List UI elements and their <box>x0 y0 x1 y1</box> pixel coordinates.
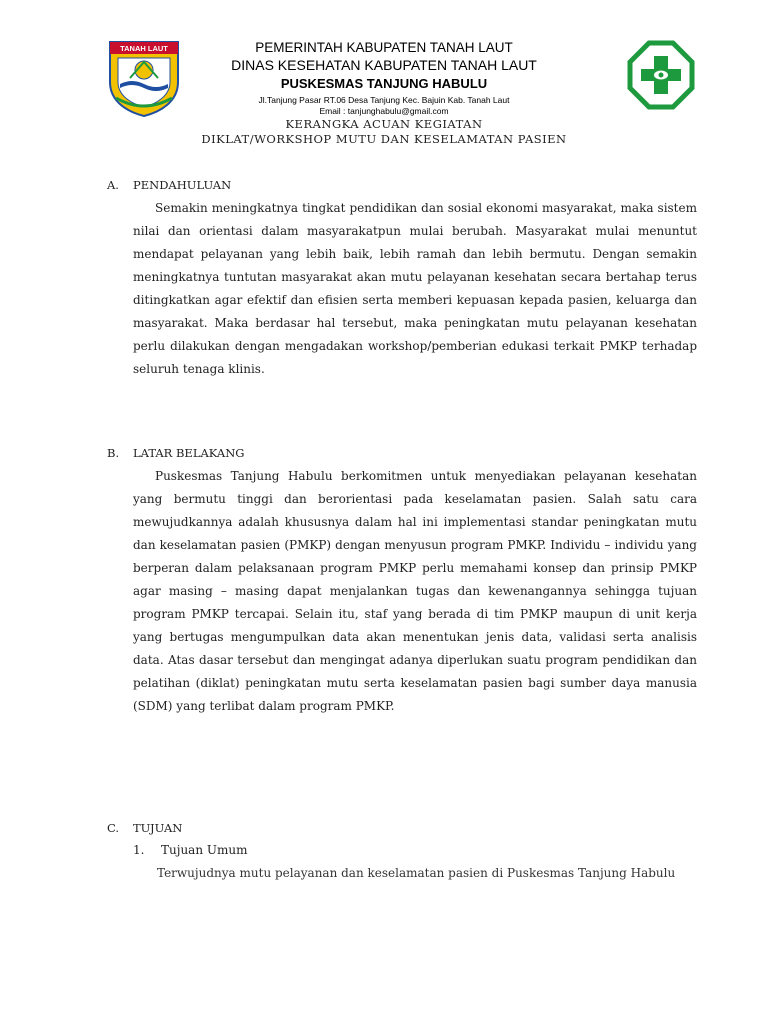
section-a-paragraph: Semakin meningkatnya tingkat pendidikan dan sosial ekonomi masyarakat, maka sistem nilai dan orientasi dalam masyarakatpun mulai berubah. Masyarakat mulai menuntut mendapat pelayanan yang lebih baik, lebih ramah dan lebih bermutu. Dengan semakin meningkatnya tuntutan masyarakat akan mutu pelayanan kesehatan secara bertahap terus ditingkatkan agar efektif dan efisien serta memberi kepuasan kepada pasien, keluarga dan masyarakat. Maka berdasar hal tersebut, maka peningkatan mutu pelayanan kesehatan perlu dilakukan dengan mengadakan workshop/pemberian edukasi terkait PMKP terhadap seluruh tenaga klinis. <box>133 201 697 376</box>
section-a-heading: PENDAHULUAN <box>133 178 232 192</box>
document-subtitle: DIKLAT/WORKSHOP MUTU DAN KESELAMATAN PASIEN <box>201 132 567 146</box>
subsection-1-paragraph: Terwujudnya mutu pelayanan dan keselamatan pasien di Puskesmas Tanjung Habulu <box>157 866 676 880</box>
section-a-letter: A. <box>107 178 119 192</box>
section-b-heading: LATAR BELAKANG <box>133 446 245 460</box>
section-b-letter: B. <box>107 446 120 460</box>
document-title: KERANGKA ACUAN KEGIATAN <box>285 117 483 131</box>
section-b-paragraph: Puskesmas Tanjung Habulu berkomitmen untuk menyediakan pelayanan kesehatan yang bermutu tinggi dan berorientasi pada keselamatan pasien. Salah satu cara mewujudkannya adalah khususnya dalam hal ini implementasi standar peningkatan mutu dan keselamatan pasien (PMKP) dengan menyusun program PMKP. Individu – individu yang berperan dalam pelaksanaan program PMKP perlu memahami konsep dan prinsip PMKP agar masing – masing dapat menjalankan tugas dan kewenangannya sehingga tujuan program PMKP tercapai. Selain itu, staf yang berada di tim PMKP maupun di unit kerja yang bertugas mengumpulkan data akan menentukan jenis data, validasi serta analisis data. Atas dasar tersebut dan mengingat adanya diperlukan suatu program pendidikan dan pelatihan (diklat) peningkatan mutu serta keselamatan pasien bagi sumber daya manusia (SDM) yang terlibat dalam program PMKP. <box>133 469 697 713</box>
section-c-letter: C. <box>107 821 120 835</box>
letterhead-department: DINAS KESEHATAN KABUPATEN TANAH LAUT <box>231 57 537 73</box>
letterhead-email: Email : tanjunghabulu@gmail.com <box>319 106 449 116</box>
letterhead-government: PEMERINTAH KABUPATEN TANAH LAUT <box>255 40 513 55</box>
letterhead-address: Jl.Tanjung Pasar RT.06 Desa Tanjung Kec. Bajuin Kab. Tanah Laut <box>258 95 510 105</box>
emblem-label: TANAH LAUT <box>120 44 168 53</box>
letterhead-puskesmas: PUSKESMAS TANJUNG HABULU <box>280 76 488 91</box>
subsection-1-title: Tujuan Umum <box>161 843 248 857</box>
subsection-1-number: 1. <box>133 843 145 857</box>
section-c-heading: TUJUAN <box>133 821 183 835</box>
